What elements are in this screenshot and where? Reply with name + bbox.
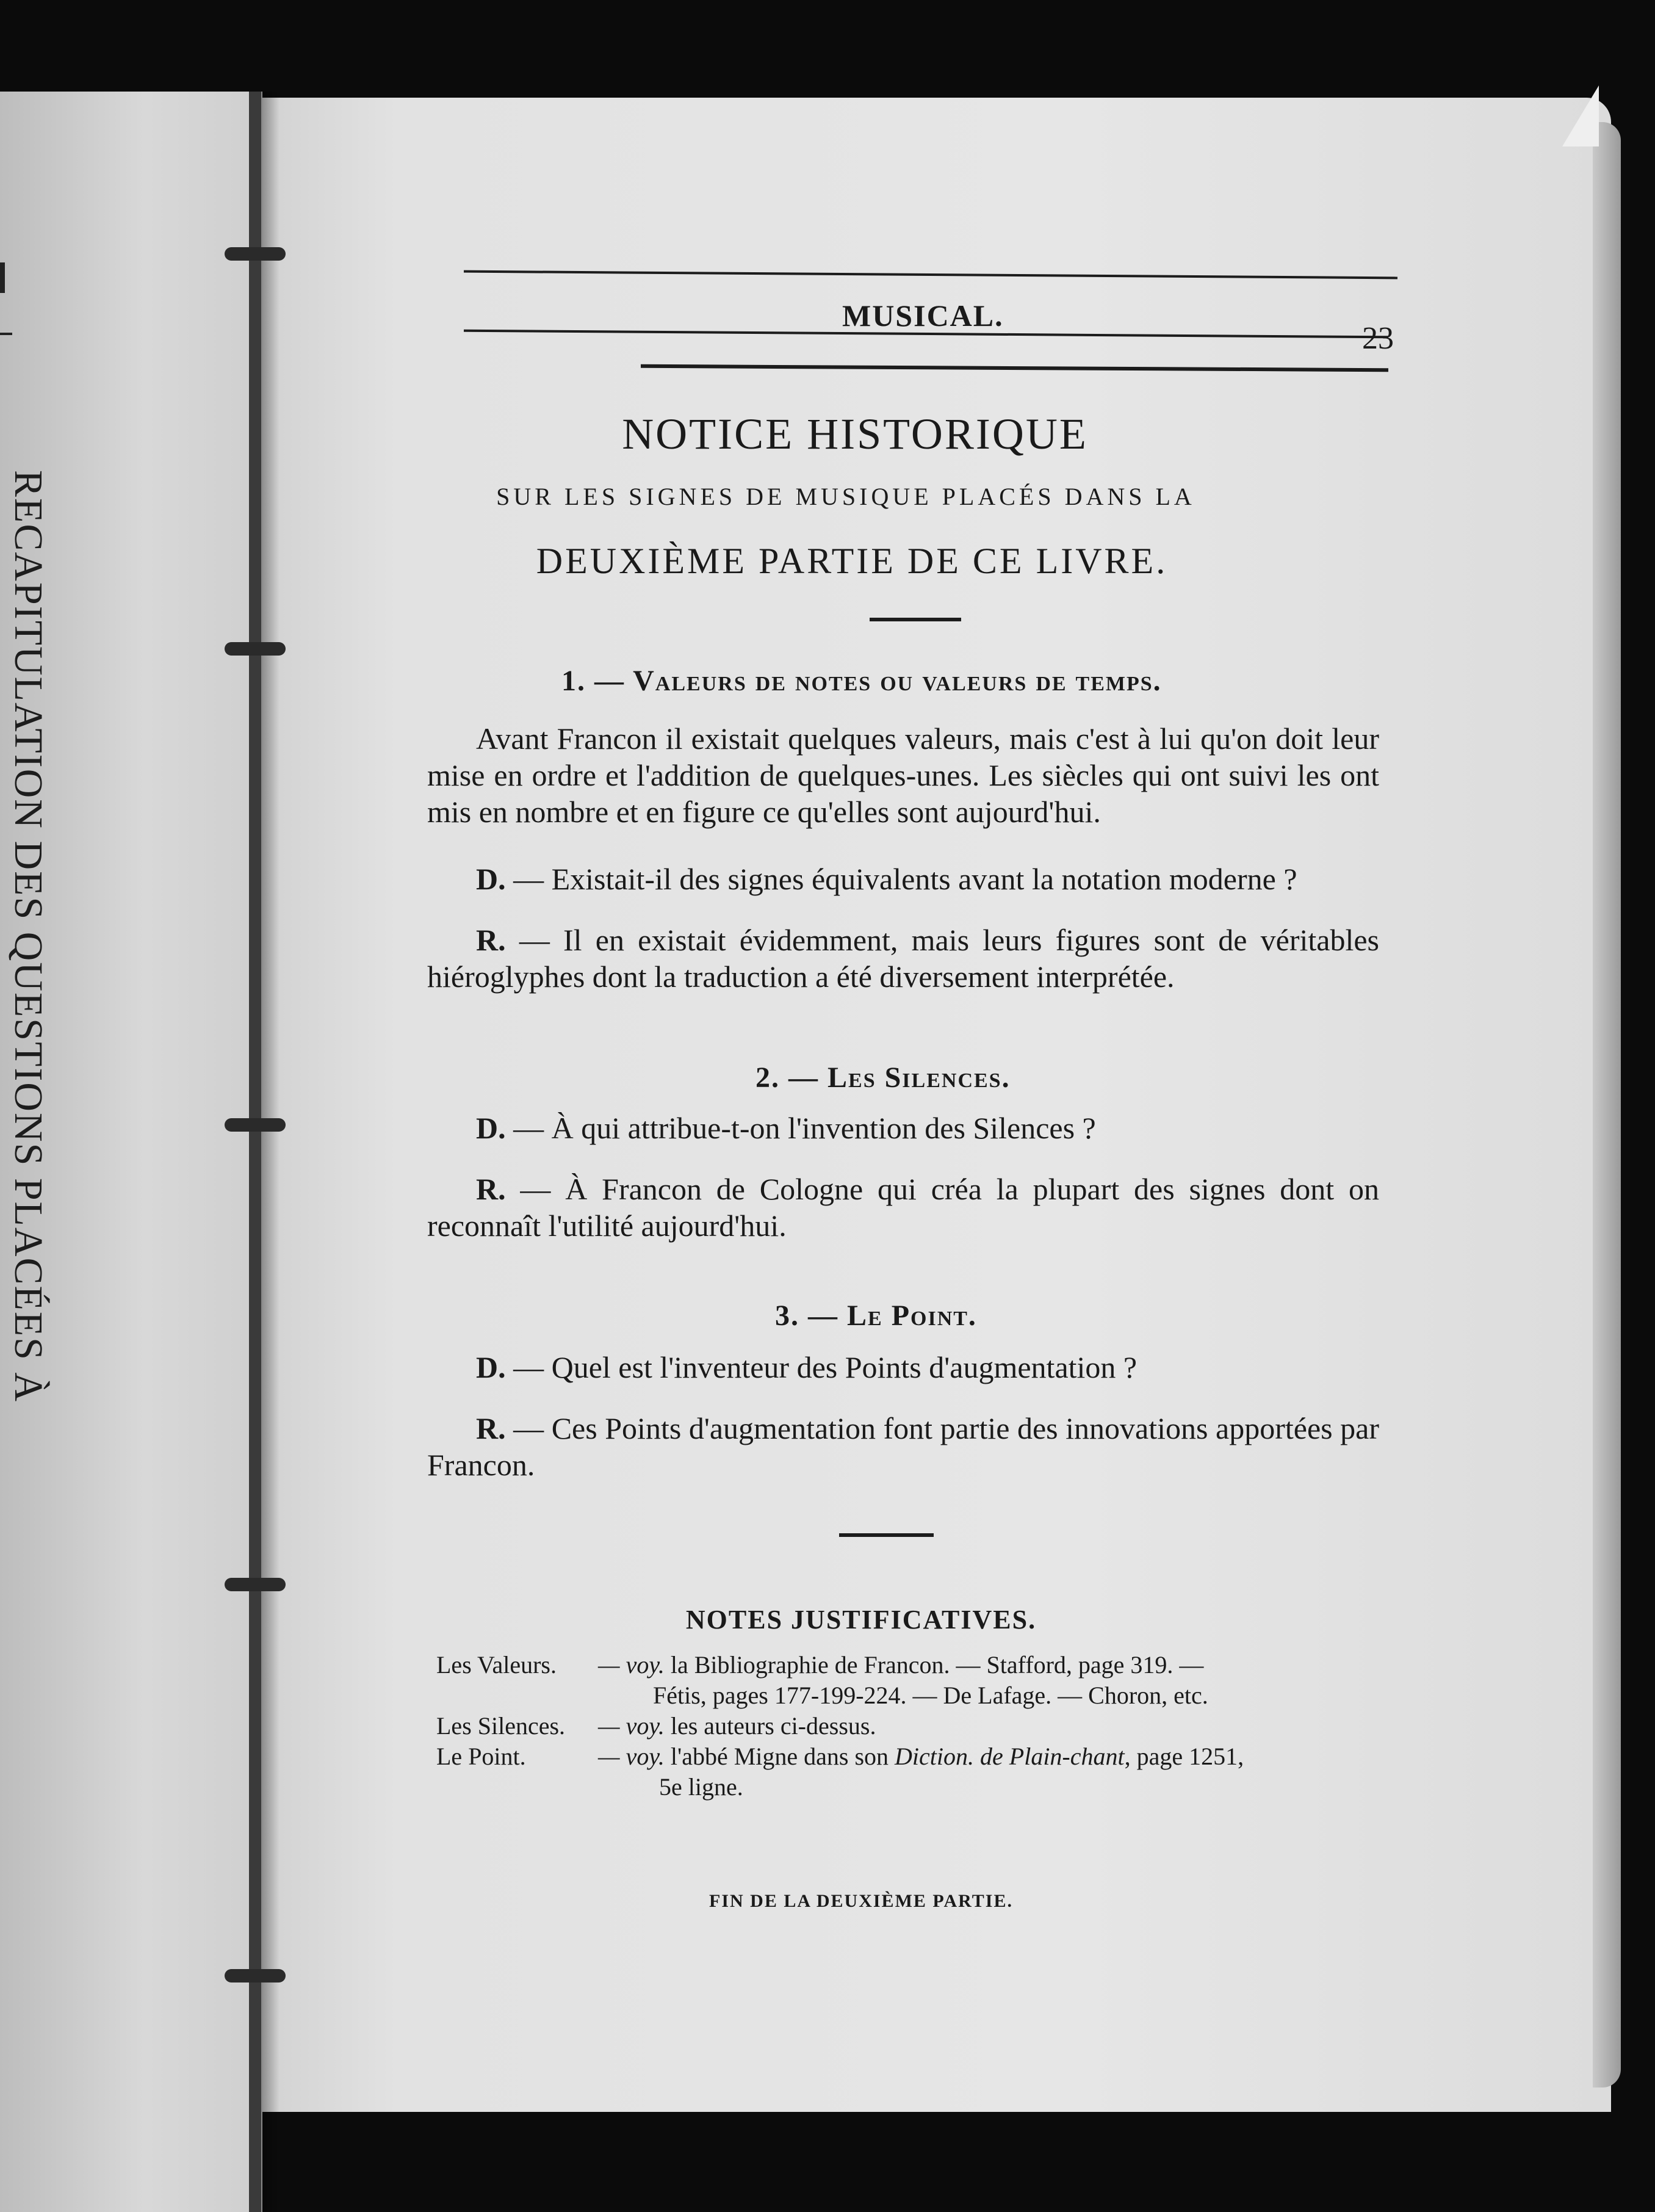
left-page-running-text: RECAPITULATION DES QUESTIONS PLACÉES À (6, 470, 51, 1403)
note-voy: — voy. (598, 1712, 665, 1740)
question-text: — À qui attribue-t-on l'invention des Silences ? (513, 1111, 1096, 1145)
subtitle-line1: SUR LES SIGNES DE MUSIQUE PLACÉS DANS LA (496, 483, 1195, 510)
answer-text: — À Francon de Cologne qui créa la plupart des signes dont on reconnaît l'utilité aujourd'hui. (427, 1172, 1380, 1243)
question-text: — Quel est l'inventeur des Points d'augmentation ? (513, 1350, 1138, 1384)
answer-text: — Il en existait évidemment, mais leurs figures sont de véritables hiéroglyphes dont la traduction a été diversement interprétée. (427, 923, 1379, 994)
answer-label: R. (476, 1172, 506, 1206)
note-text: l'abbé Migne dans son (670, 1743, 889, 1770)
notes-title: NOTES JUSTIFICATIVES. (685, 1605, 1037, 1635)
question (427, 1110, 1379, 1146)
note-point-cont: 5e ligne. (659, 1773, 743, 1801)
question-label: D. (476, 1350, 506, 1384)
note-text: la Bibliographie de Francon. — Stafford, page 319. — (670, 1651, 1204, 1679)
title-separator (870, 618, 961, 621)
note-text: , page 1251, (1124, 1743, 1244, 1770)
answer-label: R. (476, 1411, 506, 1445)
section-separator (839, 1533, 934, 1537)
section-intro: Avant Francon il existait quelques valeurs, mais c'est à lui qu'on doit leur mise en ordre et l'addition de quelques-unes. Les siècles qui ont suivi les ont mis en nombre et en figure ce qu'elles sont aujourd'hui. (427, 721, 1379, 829)
note-text: les auteurs ci-dessus. (670, 1712, 876, 1740)
note-silences (436, 1713, 876, 1740)
note-label: Les Valeurs. (436, 1651, 557, 1679)
note-label: Le Point. (436, 1743, 526, 1770)
right-page (262, 98, 1611, 2112)
binding-stitch (225, 1969, 286, 1982)
section-heading: 1. — Valeurs de notes ou valeurs de temps. (561, 665, 1162, 697)
binding-stitch (225, 1118, 286, 1132)
answer-text: — Ces Points d'augmentation font partie des innovations apportées par Francon. (427, 1411, 1379, 1482)
running-title: MUSICAL. (842, 298, 1004, 333)
end-of-part-text: FIN DE LA DEUXIÈME PARTIE. (709, 1891, 1013, 1911)
binding-stitch (225, 642, 286, 656)
section-heading: 3. — Le Point. (775, 1299, 977, 1332)
note-valeurs-cont: Fétis, pages 177-199-224. — De Lafage. — Choron, etc. (653, 1682, 1208, 1709)
left-page-mark (0, 262, 5, 293)
question-label: D. (476, 862, 506, 896)
binding-stitch (225, 247, 286, 261)
question (427, 1349, 1379, 1386)
note-point (436, 1743, 1244, 1770)
subtitle-line2: DEUXIÈME PARTIE DE CE LIVRE. (536, 541, 1168, 581)
note-valeurs (436, 1652, 1203, 1679)
answer-label: R. (476, 923, 506, 957)
answer (427, 922, 1379, 995)
main-title: NOTICE HISTORIQUE (622, 410, 1088, 458)
page-corner-fold (1562, 85, 1599, 146)
answer (427, 1171, 1379, 1244)
note-voy: — voy. (598, 1651, 665, 1679)
note-italic-title: Diction. de Plain-chant (895, 1743, 1125, 1770)
section-heading: 2. — Les Silences. (755, 1061, 1011, 1094)
left-page-mark (0, 333, 12, 335)
question-text: — Existait-il des signes équivalents avant la notation moderne ? (513, 862, 1297, 896)
question-label: D. (476, 1111, 506, 1145)
binding-stitch (225, 1578, 286, 1591)
question (427, 861, 1379, 897)
note-voy: — voy. (598, 1743, 665, 1770)
answer (427, 1410, 1379, 1483)
page-number: 23 (1362, 321, 1394, 356)
note-label: Les Silences. (436, 1712, 566, 1740)
